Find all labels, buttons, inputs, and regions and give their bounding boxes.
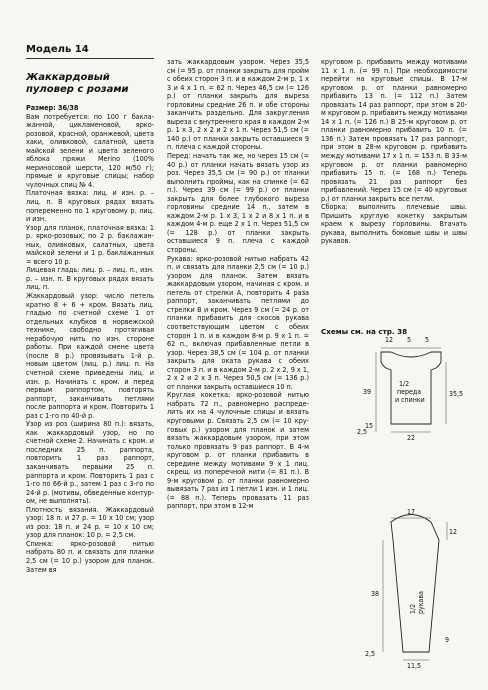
front-paragraph: Перед: начать так же, но через 15 см (= 40 р.) от планки начать вязать узор из роз. Через 35,5 см (= 90 р.) от планки выполнить проймы, как на спинке (= 62 п.). Через 39 см (= 99 р.) от планки закрыть для более глубокого выреза горловины средние 14 п., затем в каждом 2-м р. 1 х 3, 1 х 2 и 8 х 1 п. и в каждом 4-м р. еще 2 х 1 п. Через 51,5 см (= 128 р.) от планки закрыть оставшиеся 9 п. плеча с каждой стороны. xyxy=(167,151,309,255)
jacquard-paragraph: Жаккардовый узор: число петель кратно 8 + 6 + кром. Вязать лиц. гладью по счетной схеме 1 от отдельных клубков в норвежской технике, свободно протягивая нерабочую нить по изн. стороне работы. При каждой смене цвета (после 8 р.) провязывать 1-й р. новым цветом (лиц. р.) лиц. п. На счетной схеме приведены лиц. и изн. р. Начинать с кром. и перед первым раппортом, повторять раппорт, заканчивать петлями после раппорта и кром. Повторить 1 раз с 1-го по 40-й р. xyxy=(26,291,154,420)
schemes-reference: Схемы см. на стр. 38 xyxy=(321,327,408,336)
sleeves-paragraph: Рукава: ярко-розовой нитью набрать 42 п. и связать для планки 2,5 см (= 10 р.) узором для планок. Затем вязать жаккардовым узором, начиная с кром. и петель от стрелки А, повторить 4 раза раппорт, заканчивать петлями до стрелки В и кром. Через 9 см (= 24 р. от планки прибавить для скосов рукава соответствующим цветом с обеих сторон 1 п. и в каждом 8-м р. 9 х 1 п. = 62 п., включая прибавленные петли в узор. Через 38,5 см (= 104 р. от планки закрыть для оката рукава с обеих сторон 3 п. и в каждом 2-м р. 2 х 2, 9 х 1, 2 х 2 и 2 х 3 п. Через 50,5 см (= 136 р.) от планки закрыть оставшиеся 10 п. xyxy=(167,253,309,391)
schematic-diagram xyxy=(321,332,467,672)
yoke-paragraph-cont: круговом р. прибавить между мотивами 11 х 1 п. (= 99 п.) При необходимости перейти на круговые спицы. В 17-м круговом р. от планки равномерно прибавить 13 п. (= 112 п.) Затем провязать 14 раз раппорт, при этом в 20-м круговом р. прибавить между мотивами 14 х 1 п. (= 126 п.) В 25-м круговом р. от планки равномерно прибавить 10 п. (= 136 п.) Затем провязать 17 раз раппорт, при этом в 28-м круговом р. прибавить между мотивами 17 х 1 п. = 153 п. В 33-м круговом р. от планки равномерно прибавить 15 п. (= 168 п.) Теперь провязать 21 раз раппорт без прибавлений. Через 15 см (= 40 круговых р.) от планки закрыть все петли. xyxy=(321,57,467,203)
body-bottom-label: 22 xyxy=(407,434,416,442)
body-center-label-1: 1/2 xyxy=(399,380,410,388)
body-top-mid-label: 5 xyxy=(407,336,412,344)
pattern-title: Жаккардовый пуловер с розами xyxy=(26,72,129,95)
body-center-label-2: переда xyxy=(397,388,422,396)
assembly-paragraph: Сборка: выполнить плечевые швы. Пришить круглую кокетку закрытым краем к вырезу горловины. Втачать рукава, выполнить боковые швы и швы рукавов. xyxy=(321,202,467,246)
sleeve-bottom-label: 11,5 xyxy=(407,662,422,670)
yoke-paragraph: Круглая кокетка: ярко-розовой нитью набрать 72 п., равномерно распределить их на 4 чулочные спицы и вязать круговыми р. Связать 2,5 см (= 10 круговых р.) узором для планок и затем вязать жаккардовым узором, при этом только провязать 9 раз раппорт. В 4-м круговом р. от планки прибавить в середине между мотивами 9 х 1 лиц. скрещ. из поперечной нити (= 81 п.). В 9-м круговом р. от планки равномерно вывязать 7 раз из 1 петли 1 изн. и 1 лиц. (= 88 п.). Теперь провазать 11 раз раппорт, при этом в 12-м xyxy=(167,390,309,511)
sleeve-outline xyxy=(391,515,439,653)
body-top-left-label: 12 xyxy=(385,336,394,344)
sleeve-top-label: 17 xyxy=(407,508,416,516)
sleeve-bottom-left-label: 2,5 xyxy=(365,650,376,658)
gauge-paragraph: Плотность вязания. Жаккардовый узор: 18 п. и 27 р. = 10 х 10 см; узор из роз: 18 п. и 24 р. = 10 х 10 см; узор для планок: 10 р. = 2,5 см. xyxy=(26,504,154,540)
back-paragraph-cont: зать жаккардовым узором. Через 35,5 см (= 95 р. от планки закрыть для пройм с обеих сторон 3 п. и в каждом 2-м р. 1 х 3 и 4 х 1 п. = 62 п. Через 46,5 см (= 126 р.) от планки закрыть для выреза горловины средние 26 п. и обе стороны заканчить раздельно. Для закругления выреза с внутреннего края в каждом 2-м р. 1 х 3, 2 х 2 и 2 х 1 п. Через 51,5 см (= 140 р.) от планки закрыть оставшиеся 9 п. плеча с каждой стороны. xyxy=(167,57,309,152)
back-paragraph-start: Спинка: ярко-розовой нитью набрать 80 п. и связать для планки 2,5 см (= 10 р.) узором для планок. Затем вя xyxy=(26,538,154,574)
body-top-right-label: 5 xyxy=(425,336,430,344)
garter-stitch-paragraph: Платочная вязка: лиц. и изн. р. – лиц. п. В круговых рядах вязать попеременно по 1 круговому р. лиц. и изн. xyxy=(26,188,154,224)
materials-paragraph: Вам потребуется: по 100 г баклажанной, цикламеновой, ярко-розовой, красной, оранжевой, цвета хаки, оливковой, салатной, цвета майской зелени и цвета зеленого яблока пряжи Merino (100% мериносовой шерсти, 120 м/50 г); прямые и круговые спицы; набор чулочных спиц № 4. xyxy=(26,111,154,189)
body-center-label-3: и спинки xyxy=(395,396,425,404)
column-1 xyxy=(26,104,154,574)
sleeve-mid-right-label: 9 xyxy=(445,636,450,644)
sleeve-mid-left-label: 38 xyxy=(371,590,380,598)
model-divider xyxy=(26,58,154,59)
body-side-right-label: 35,5 xyxy=(449,390,464,398)
band-pattern-paragraph: Узор для планок, платочная вязка: 1 р. ярко-розовых, по 2 р. баклажанных, оливковых, салатных, цвета майской зелени и 1 р. баклажанных = всего 10 р. xyxy=(26,222,154,266)
stockinette-paragraph: Лицевая гладь: лиц. р. – лиц. п., изн. р. – изн. п. В круговых рядах вязать лиц. п. xyxy=(26,265,154,292)
sleeve-right-label: 12 xyxy=(449,528,458,536)
sleeve-center-label-2: рукава xyxy=(417,591,425,614)
column-3 xyxy=(321,58,467,246)
body-bottom-left-label: 2,5 xyxy=(357,428,368,436)
rose-pattern-paragraph: Узор из роз (ширина 80 п.): вязать, как жаккардовый узор, но по счетной схеме 2. Начинать с кром. и последних 25 п. раппорта, повторить 1 раз раппорт, заканчивать первыми 25 п. раппорта и кром. Повторить 1 раз с 1-го по 66-й р., затем 1 раз с 3-го по 24-й р. (мотивы, обведенные контуром, не выполнять). xyxy=(26,419,154,506)
size-paragraph: Размер: 36/38 xyxy=(26,103,79,112)
body-side-left-label: 39 xyxy=(363,388,372,396)
model-number: Модель 14 xyxy=(26,44,89,55)
schematic-svg xyxy=(321,332,467,672)
sleeve-center-label-1: 1/2 xyxy=(409,603,417,614)
body-mid-left-label: 15 xyxy=(365,422,374,430)
column-2 xyxy=(167,58,309,511)
